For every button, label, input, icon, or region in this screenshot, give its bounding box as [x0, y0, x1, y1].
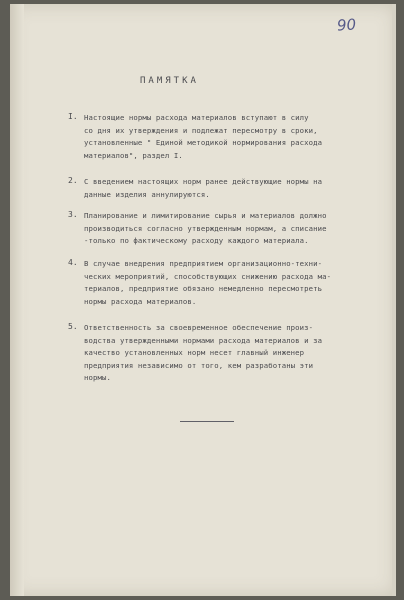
text-line: -только по фактическому расходу каждого материала. — [84, 236, 309, 246]
item-text — [84, 210, 376, 248]
text-line: Планирование и лимитирование сырья и материалов должно — [84, 211, 327, 220]
text-line: водства утвержденными нормами расхода материалов и за — [84, 335, 323, 345]
text-line: Настоящие нормы расхода материалов вступают в силу — [84, 113, 309, 122]
text-line: производиться согласно утвержденным нормам, а списание — [84, 223, 327, 233]
text-line: В случае внедрения предприятием организационно-техни- — [84, 259, 323, 268]
text-line: териалов, предприятие обязано немедленно пересмотреть — [84, 284, 323, 294]
item-number: 4. — [68, 258, 78, 267]
item-text — [84, 112, 376, 162]
text-line: данные изделия аннулируются. — [84, 189, 210, 199]
text-line: материалов", раздел I. — [84, 150, 183, 160]
text-line: нормы расхода материалов. — [84, 296, 197, 306]
item-number: I. — [68, 112, 78, 121]
text-line: качество установленных норм несет главный инженер — [84, 348, 305, 358]
item-text — [84, 176, 376, 201]
binding-edge — [10, 4, 24, 596]
item-text — [84, 322, 376, 385]
text-line: нормы. — [84, 373, 111, 383]
text-line: Ответственность за своевременное обеспечение произ- — [84, 323, 314, 332]
document-title: ПАМЯТКА — [140, 76, 199, 86]
text-line: установленные " Единой методикой нормирования расхода — [84, 138, 323, 148]
item-number: 2. — [68, 176, 78, 185]
item-number: 5. — [68, 322, 78, 331]
item-number: 3. — [68, 210, 78, 219]
handwritten-page-number: 90 — [336, 15, 357, 35]
text-line: со дня их утверждения и подлежат пересмотру в сроки, — [84, 125, 318, 135]
text-line: предприятия независимо от того, кем разработаны эти — [84, 360, 314, 370]
text-line: С введением настоящих норм ранее действующие нормы на — [84, 177, 323, 186]
page-edge — [392, 4, 396, 596]
item-text — [84, 258, 376, 308]
text-line: ческих мероприятий, способствующих снижению расхода ма- — [84, 271, 332, 281]
end-divider — [180, 421, 234, 422]
